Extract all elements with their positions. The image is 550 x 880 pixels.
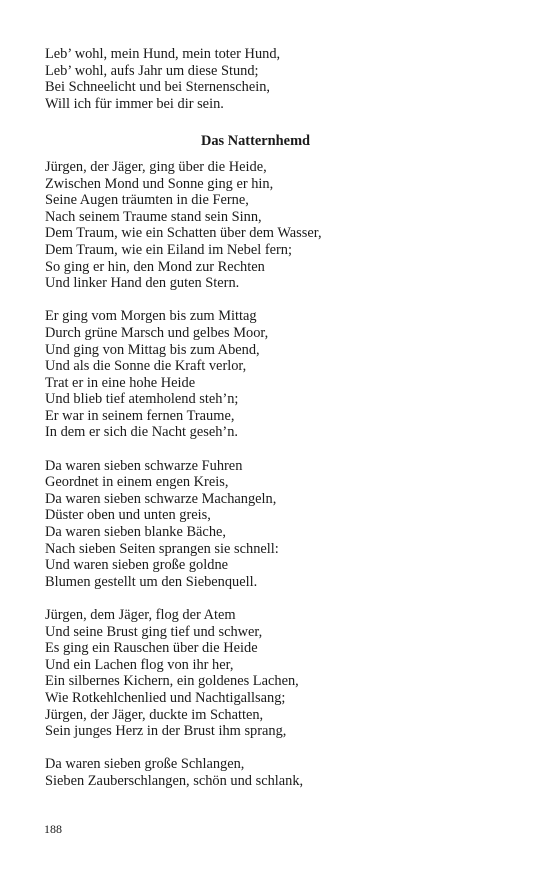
verse-line: Es ging ein Rauschen über die Heide (45, 640, 258, 657)
verse-line: Und linker Hand den guten Stern. (45, 275, 240, 292)
verse-line: Trat er in eine hohe Heide (45, 374, 196, 391)
verse-line: Seine Augen träumten in die Ferne, (45, 192, 249, 209)
verse-line: Da waren sieben große Schlangen, (45, 756, 245, 773)
verse-line: Jürgen, der Jäger, ging über die Heide, (45, 158, 267, 175)
verse-line: Leb’ wohl, aufs Jahr um diese Stund; (45, 62, 259, 79)
verse-line: Nach sieben Seiten sprangen sie schnell: (45, 540, 279, 557)
verse-line: Blumen gestellt um den Siebenquell. (45, 573, 258, 590)
verse-line: Er war in seinem fernen Traume, (45, 407, 235, 424)
verse-line: Da waren sieben schwarze Machangeln, (45, 490, 277, 507)
verse-line: Ein silbernes Kichern, ein goldenes Lachen, (45, 673, 299, 690)
verse-line: Will ich für immer bei dir sein. (45, 95, 224, 112)
verse-line: Und als die Sonne die Kraft verlor, (45, 358, 247, 375)
verse-line: Leb’ wohl, mein Hund, mein toter Hund, (45, 46, 281, 62)
verse-line: In dem er sich die Nacht geseh’n. (45, 424, 239, 441)
stanza-4 (45, 607, 515, 740)
stanza-1 (45, 159, 515, 292)
verse-line: Geordnet in einem engen Kreis, (45, 474, 229, 491)
verse-line: Zwischen Mond und Sonne ging er hin, (45, 175, 274, 192)
page-content (45, 46, 515, 790)
verse-line: Da waren sieben blanke Bäche, (45, 524, 227, 541)
verse-line: Und seine Brust ging tief und schwer, (45, 623, 263, 640)
stanza-3 (45, 458, 515, 591)
verse-line: Bei Schneelicht und bei Sternenschein, (45, 79, 270, 96)
verse-line: Und ein Lachen flog von ihr her, (45, 656, 234, 673)
verse-line: Wie Rotkehlchenlied und Nachtigallsang; (45, 689, 286, 706)
intro-stanza (45, 46, 515, 112)
poem-title: Das Natternhemd (200, 133, 311, 150)
verse-line: Und waren sieben große goldne (45, 557, 229, 574)
verse-line: Sieben Zauberschlangen, schön und schlank, (45, 772, 304, 789)
verse-line: Dem Traum, wie ein Schatten über dem Wasser, (45, 225, 322, 242)
verse-line: Nach seinem Traume stand sein Sinn, (45, 208, 262, 225)
stanza-gap (45, 740, 515, 757)
stanza-2 (45, 308, 515, 441)
stanza-5 (45, 756, 515, 789)
verse-line: Durch grüne Marsch und gelbes Moor, (45, 324, 269, 341)
verse-line: Jürgen, der Jäger, duckte im Schatten, (45, 706, 264, 723)
verse-line: Er ging vom Morgen bis zum Mittag (45, 308, 257, 325)
page-number: 188 (44, 822, 62, 836)
verse-line: Und blieb tief atemholend steh’n; (45, 391, 239, 408)
verse-line: So ging er hin, den Mond zur Rechten (45, 258, 265, 275)
stanza-gap (45, 441, 515, 458)
stanza-gap (45, 590, 515, 607)
verse-line: Sein junges Herz in der Brust ihm sprang, (45, 723, 287, 740)
verse-line: Dem Traum, wie ein Eiland im Nebel fern; (45, 241, 292, 258)
stanza-gap (45, 292, 515, 309)
verse-line: Da waren sieben schwarze Fuhren (45, 457, 243, 474)
verse-line: Und ging von Mittag bis zum Abend, (45, 341, 260, 358)
verse-line: Düster oben und unten greis, (45, 507, 211, 524)
verse-line: Jürgen, dem Jäger, flog der Atem (45, 607, 236, 623)
